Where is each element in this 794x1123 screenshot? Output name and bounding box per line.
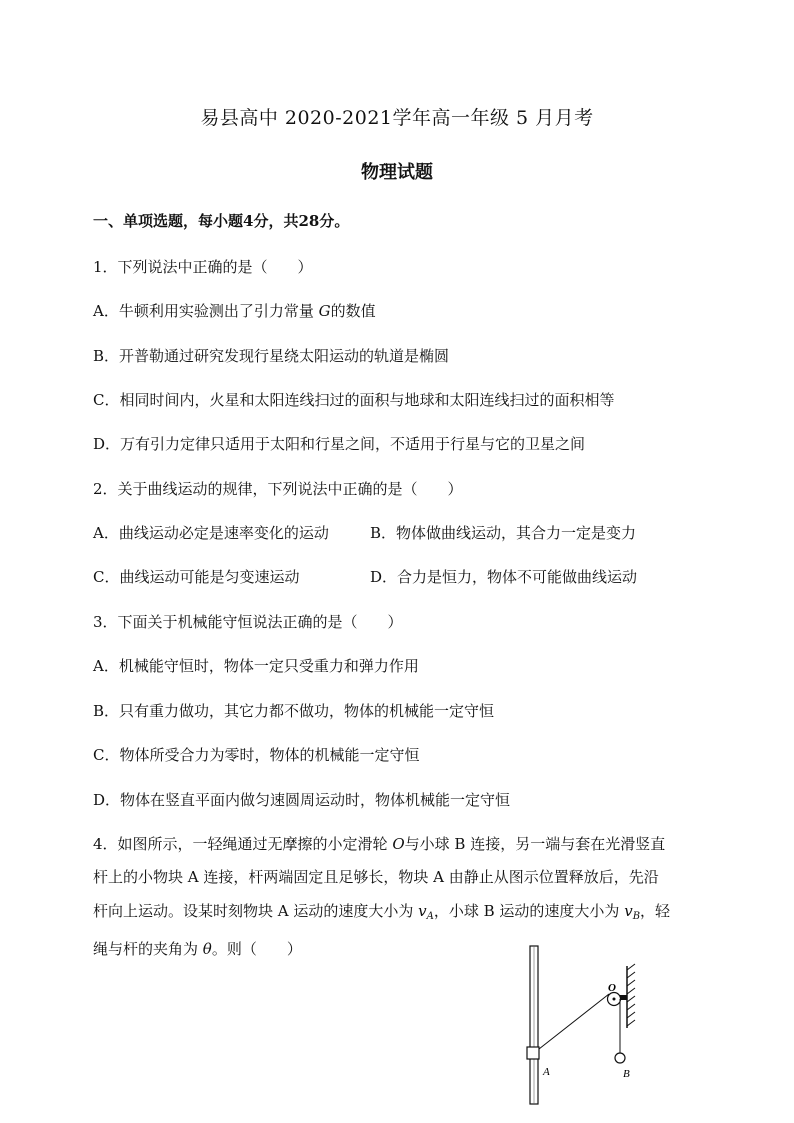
wall-hatch [627, 964, 635, 1026]
pulley-axle [613, 998, 616, 1001]
pulley-figure [505, 938, 665, 1108]
q1-a-text-end: 的数值 [330, 302, 376, 320]
q1-option-b: B．开普勒通过研究发现行星绕太阳运动的轨道是椭圆 [93, 347, 450, 365]
q4-line-4-text: 绳与杆的夹角为 [93, 940, 203, 958]
rope-to-block [539, 994, 609, 1049]
q4-line-3 [93, 900, 670, 922]
q4-line-1-text-end: 与小球 B 连接，另一端与套在光滑竖直 [404, 835, 666, 853]
q2-option-c: C．曲线运动可能是匀变速运动 [93, 568, 300, 586]
q4-line-3-text-end: ，轻 [640, 902, 671, 920]
q3-stem: 3．下面关于机械能守恒说法正确的是（ ） [93, 613, 403, 631]
q4-line-4 [93, 938, 302, 959]
q1-stem: 1．下列说法中正确的是（ ） [93, 258, 313, 276]
q3-option-d: D．物体在竖直平面内做匀速圆周运动时，物体机械能一定守恒 [93, 791, 511, 809]
q3-option-b: B．只有重力做功，其它力都不做功，物体的机械能一定守恒 [93, 702, 495, 720]
q4-line-3-text: 杆向上运动。设某时刻物块 A 运动的速度大小为 [93, 902, 419, 920]
q1-option-c: C．相同时间内，火星和太阳连线扫过的面积与地球和太阳连线扫过的面积相等 [93, 391, 615, 409]
q1-a-text: A．牛顿利用实验测出了引力常量 [93, 302, 319, 320]
q1-option-a [93, 300, 376, 321]
label-o: O [608, 982, 616, 994]
exam-title: 易县高中 2020-2021学年高一年级 5 月月考 [200, 107, 594, 129]
q1-option-d: D．万有引力定律只适用于太阳和行星之间，不适用于行星与它的卫星之间 [93, 435, 586, 453]
q4-angle-symbol: θ [202, 940, 212, 958]
q2-option-a: A．曲线运动必定是速率变化的运动 [93, 524, 329, 542]
label-b: B [623, 1068, 630, 1080]
q2-option-b: B．物体做曲线运动，其合力一定是变力 [370, 524, 637, 542]
q4-line-1-text: 4．如图所示，一轻绳通过无摩擦的小定滑轮 [93, 835, 393, 853]
q4-velocity-b-sub: B [632, 911, 641, 922]
q2-option-d: D．合力是恒力，物体不可能做曲线运动 [370, 568, 638, 586]
label-a: A [543, 1066, 550, 1078]
q4-line-3-text-mid: ，小球 B 运动的速度大小为 [433, 902, 625, 920]
q4-pulley-symbol: O [392, 835, 405, 853]
block-a [527, 1047, 539, 1059]
exam-subject: 物理试题 [361, 162, 433, 183]
q4-velocity-a: v [418, 902, 427, 920]
q1-a-variable: G [318, 302, 331, 320]
q4-line-2: 杆上的小物块 A 连接，杆两端固定且足够长，物块 A 由静止从图示位置释放后，先沿 [93, 868, 659, 886]
q3-option-a: A．机械能守恒时，物体一定只受重力和弹力作用 [93, 657, 419, 675]
q3-option-c: C．物体所受合力为零时，物体的机械能一定守恒 [93, 746, 420, 764]
q4-line-1 [93, 833, 665, 854]
ball-b [615, 1053, 625, 1063]
section-heading: 一、单项选题，每小题4分，共28分。 [93, 212, 350, 230]
q4-velocity-a-sub: A [426, 911, 434, 922]
q4-line-4-text-end: 。则（ ） [211, 940, 302, 958]
q4-velocity-b: v [624, 902, 633, 920]
q2-stem: 2．关于曲线运动的规律，下列说法中正确的是（ ） [93, 480, 463, 498]
